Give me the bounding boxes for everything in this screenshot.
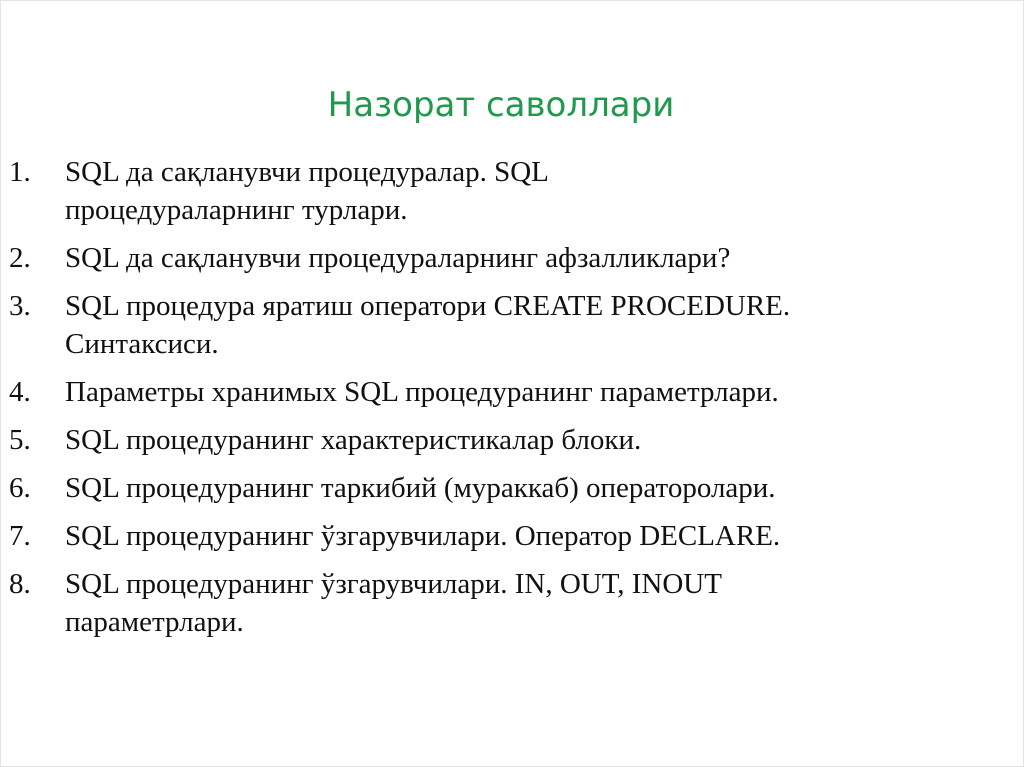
item-text: SQL процедуранинг характеристикалар блоки.: [65, 424, 642, 456]
item-text: процедураларнинг турлари.: [65, 194, 408, 226]
item-number: 1.: [9, 156, 31, 188]
list-item: [9, 373, 1009, 411]
item-text: Параметры хранимых SQL процедуранинг параметрлари.: [65, 376, 779, 408]
list-item: [9, 565, 1009, 641]
item-number: 6.: [9, 472, 31, 504]
list-item: [9, 469, 1009, 507]
list-item: [9, 421, 1009, 459]
item-text: SQL да сақланувчи процедураларнинг афзалликлари?: [65, 242, 731, 274]
item-text: SQL процедура яратиш оператори CREATE PROCEDURE.: [65, 290, 791, 322]
item-number: 8.: [9, 568, 31, 600]
item-text: SQL процедуранинг ўзгарувчилари. Оператор DECLARE.: [65, 520, 781, 552]
item-number: 2.: [9, 242, 31, 274]
item-text: параметрлари.: [65, 606, 244, 638]
item-number: 7.: [9, 520, 31, 552]
item-number: 4.: [9, 376, 31, 408]
list-item: [9, 517, 1009, 555]
list-item: [9, 153, 1009, 229]
list-item: [9, 239, 1009, 277]
item-text: SQL процедуранинг ўзгарувчилари. IN, OUT, INOUT: [65, 568, 722, 600]
item-text: Синтаксиси.: [65, 328, 219, 360]
item-text: SQL да сақланувчи процедуралар. SQL: [65, 156, 549, 188]
list-item: [9, 287, 1009, 363]
item-text: SQL процедуранинг таркибий (мураккаб) операторолари.: [65, 472, 776, 504]
item-number: 3.: [9, 290, 31, 322]
question-list: [9, 153, 1009, 651]
item-number: 5.: [9, 424, 31, 456]
slide-title: Назорат саволлари: [327, 85, 675, 125]
